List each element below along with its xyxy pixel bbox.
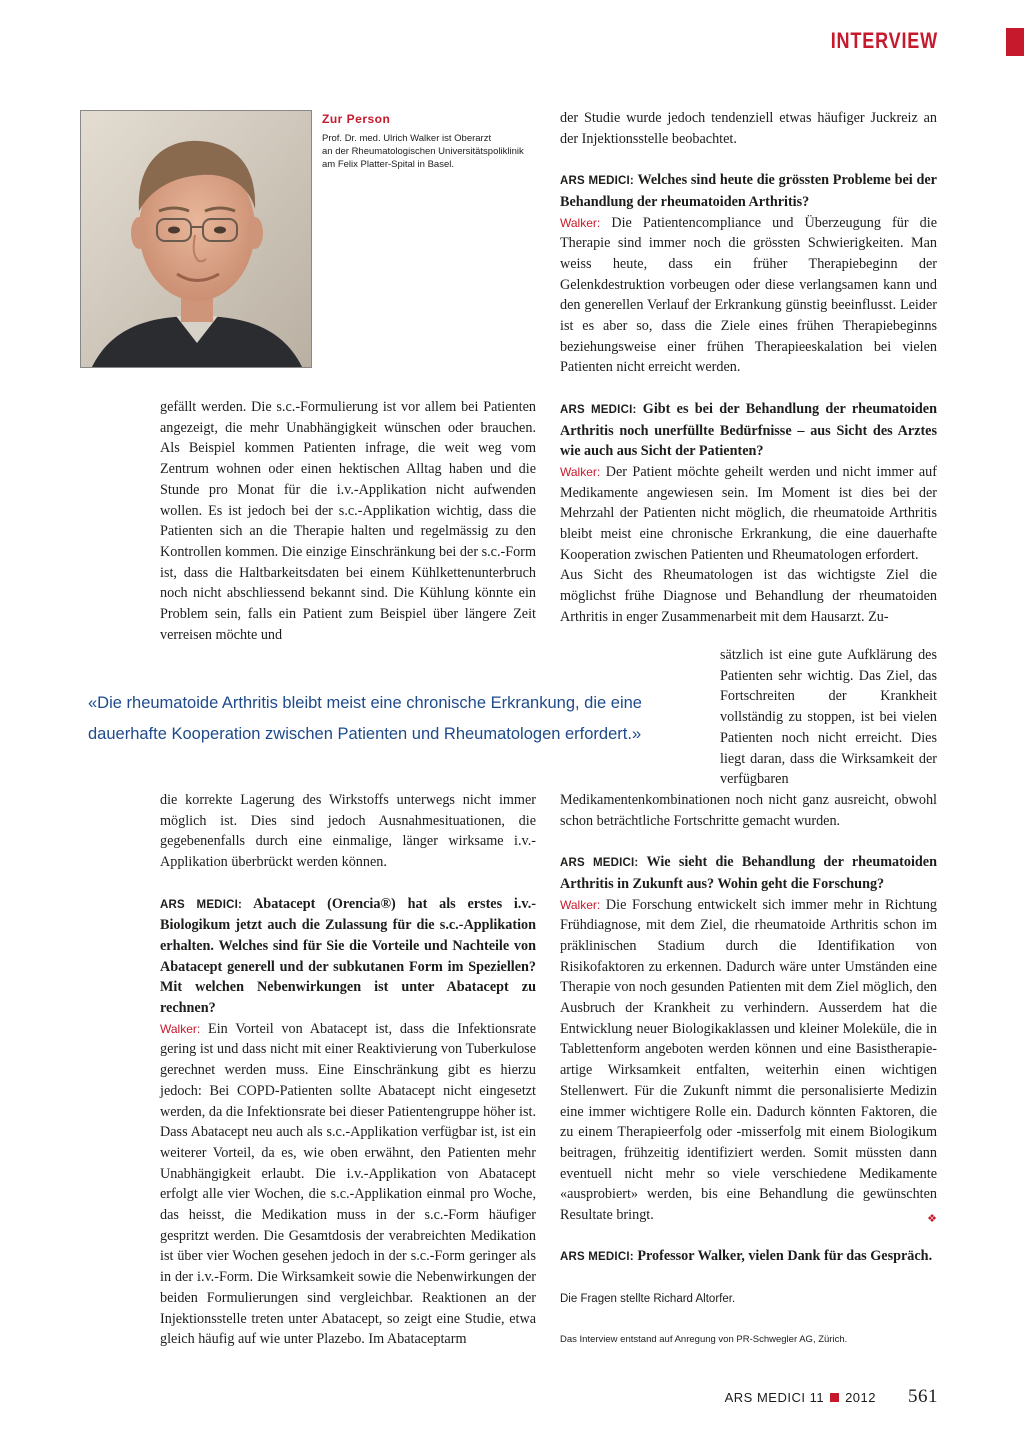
question-text: Professor Walker, vielen Dank für das Gespräch. xyxy=(637,1248,933,1265)
person-box xyxy=(322,112,542,171)
person-box-line: an der Rheumatologischen Universitätspoliklinik xyxy=(322,146,524,157)
person-box-title: Zur Person xyxy=(322,112,391,126)
question-lead: ARS MEDICI: xyxy=(560,1251,634,1264)
answer xyxy=(560,462,937,566)
question-text: Wie sieht die Behandlung der rheumatoiden Arthritis in Zukunft aus? Wohin geht die Forschung? xyxy=(560,854,937,892)
question-text: Gibt es bei der Behandlung der rheumatoiden Arthritis noch unerfüllte Bedürfnisse – aus Sicht des Arztes wie auch aus Sicht der Patienten? xyxy=(560,400,937,460)
section-marker xyxy=(1006,28,1024,56)
question-lead: ARS MEDICI: xyxy=(560,857,639,870)
journal-year: 2012 xyxy=(845,1390,876,1405)
question-lead: ARS MEDICI: xyxy=(160,898,243,911)
interviewer-credit: Die Fragen stellte Richard Altorfer. xyxy=(560,1292,736,1305)
answer-lead: Walker: xyxy=(560,215,601,230)
paragraph: die korrekte Lagerung des Wirkstoffs unterwegs nicht immer möglich ist. Dies sind jedoch Ausnahmesituationen, die gegebenenfalls durch eine einmalige, länger wirksame i.v.-Applikation überbrückt werden können. xyxy=(160,792,536,871)
journal-name: ARS MEDICI 11 xyxy=(724,1390,825,1405)
answer-lead: Walker: xyxy=(160,1021,201,1036)
question xyxy=(560,852,937,894)
question xyxy=(560,399,937,462)
question-text: Abatacept (Orencia®) hat als erstes i.v.-Biologikum jetzt auch die Zulassung für die s.c.-Applikation erhalten. Welches sind für Sie die Vorteile und Nachteile von Abatacept generell und der subkutanen Form im Speziellen? Mit welchen Nebenwirkungen ist unter Abatacept zu rechnen? xyxy=(160,895,536,1017)
answer xyxy=(160,1019,536,1350)
person-box-line: Prof. Dr. med. Ulrich Walker ist Oberarzt xyxy=(322,133,492,144)
right-column-narrow xyxy=(720,645,937,790)
sponsor-note: Das Interview entstand auf Anregung von PR-Schwegler AG, Zürich. xyxy=(560,1334,848,1346)
portrait-illustration xyxy=(81,111,312,368)
paragraph: gefällt werden. Die s.c.-Formulierung ist vor allem bei Patienten angezeigt, die mehr Unabhängigkeit wünschen oder brauchen. Als Beispiel kommen Patienten infrage, die weit weg vom Zentrum wohnen oder einen hektischen Alltag haben und die Stunde pro Monat für die i.v.-Applikation nicht aufwenden wollen. Es ist jedoch bei der s.c.-Applikation wichtig, dass die Patienten sich an die Therapie halten und regelmässig zu den Kontrollen kommen. Die einzige Einschränkung bei der s.c.-Form ist, dass die Haltbarkeitsdaten bei einem Kühlkettenunterbruch noch nicht abschliessend bekannt sind. Die Kühlung könnte ein Problem sein, falls ein Patient zum Beispiel über längere Zeit verreisen möchte und xyxy=(160,399,536,643)
question xyxy=(560,170,937,212)
footer-square-icon xyxy=(830,1393,839,1402)
answer-lead: Walker: xyxy=(560,897,601,912)
answer xyxy=(560,213,937,379)
question-text: Welches sind heute die grössten Probleme bei der Behandlung der rheumatoiden Arthritis? xyxy=(560,172,937,210)
right-column-top xyxy=(560,108,937,628)
question xyxy=(160,894,536,1019)
pull-quote-line: «Die rheumatoide Arthritis bleibt meist eine chronische Erkrankung, die eine xyxy=(88,694,642,712)
question-lead: ARS MEDICI: xyxy=(560,403,637,416)
person-box-line: am Felix Platter-Spital in Basel. xyxy=(322,159,454,170)
pull-quote xyxy=(88,688,708,750)
paragraph: sätzlich ist eine gute Aufklärung des Patienten sehr wichtig. Das Ziel, das Fortschreiten der Krankheit vollständig zu stoppen, ist bei vielen Patienten noch nicht erreicht. Dies liegt daran, dass die Wirksamkeit der verfügbaren xyxy=(720,647,937,788)
answer-text: Ein Vorteil von Abatacept ist, dass die Infektionsrate gering ist und dass nicht mit einer Reaktivierung von Tuberkulose gerechnet werden muss. Eine Einschränkung gibt es hierzu jedoch: Bei COPD-Patienten sollte Abatacept nicht eingesetzt werden, da die Infektionsrate bei dieser Patientengruppe höher ist. Dass Abatacept neu auch als s.c.-Applikation verfügbar ist, ist ein weiterer Vorteil, da es, wie oben erwähnt, den Patienten mehr Unabhängigkeit erlaubt. Die i.v.-Applikation von Abatacept erfolgt alle vier Wochen, die s.c.-Applikation einmal pro Woche, das heisst, die Medikation muss in der s.c.-Form häufiger gespritzt werden. Die Gesamtdosis der verabreichten Medikation ist über vier Wochen gesehen jedoch in der s.c.-Form geringer als in der i.v.-Form. Die Wirksamkeit sowie die Nebenwirkungen der beiden Formulierungen sind vergleichbar. Reaktionen an der Injektionsstelle treten unter Abatacept, so zeigt eine Studie, etwa gleich häufig auf wie unter Plazebo. Im Abataceptarm xyxy=(160,1020,537,1348)
right-column-bottom xyxy=(560,790,937,1351)
answer xyxy=(560,895,937,1226)
closing-question xyxy=(560,1246,937,1268)
answer-text: Die Patientencompliance und Überzeugung für die Therapie sind immer noch die grössten Schwierigkeiten. Man weiss heute, dass ein früher Therapiebeginn der Gelenkdestruktion vorbeugen oder diese verlangsamen kann und den generellen Verlauf der Erkrankung günstig beeinflusst. Leider ist es aber so, dass die Ziele eines frühen Therapiebeginns beziehungsweise einer frühen Therapieeskalation bei vielen Patienten nicht erreicht werden. xyxy=(560,214,938,376)
pull-quote-line: dauerhafte Kooperation zwischen Patienten und Rheumatologen erfordert.» xyxy=(88,725,642,743)
left-column-top xyxy=(160,397,536,645)
page-footer xyxy=(725,1386,938,1408)
question-lead: ARS MEDICI: xyxy=(560,175,634,188)
paragraph: der Studie wurde jedoch tendenziell etwas häufiger Juckreiz an der Injektionsstelle beobachtet. xyxy=(560,110,937,147)
end-mark-icon: ❖ xyxy=(927,1213,937,1226)
left-column-bottom xyxy=(160,790,536,1350)
section-label: INTERVIEW xyxy=(830,28,938,53)
answer-text: Die Forschung entwickelt sich immer mehr in Richtung Frühdiagnose, mit dem Ziel, die rheumatoide Arthritis schon im präklinischen Stadium durch die Identifikation von Risikofaktoren zu erkennen. Dadurch wäre unter Umständen eine Therapie von noch gesunden Patienten mit dem Ziel möglich, den Ausbruch der Krankheit zu verhindern. Ausserdem hat die Entwicklung neuer Biologikaklassen und kleiner Moleküle, die in Tablettenform angeboten werden können und eine Basistherapie-artige Wirksamkeit entfalten, weiterhin einen wichtigen Stellenwert. Für die Zukunft nimmt die personalisierte Medizin eine immer wichtigere Rolle ein. Dadurch könnten Faktoren, die zu einem Therapieerfolg oder -misserfolg mit einem Biologikum beitragen, frühzeitig identifiziert werden. Somit müssten dann eventuell nicht mehr so viele verschiedene Medikamente «ausprobiert» werden, bis eine Behandlung die gewünschten Resultate bringt. xyxy=(560,896,938,1224)
paragraph: Medikamentenkombinationen noch nicht ganz ausreicht, obwohl schon beträchtliche Fortschritte gemacht wurden. xyxy=(560,792,937,829)
answer-text: Der Patient möchte geheilt werden und nicht immer auf Medikamente angewiesen sein. Im Moment ist dies bei der Mehrzahl der Patienten nicht möglich, die rheumatoide Arthritis bleibt meist eine chronische Erkrankung, die eine dauerhafte Kooperation zwischen Patienten und Rheumatologen erfordert. xyxy=(560,463,937,563)
portrait-photo xyxy=(80,110,312,368)
answer-lead: Walker: xyxy=(560,464,601,479)
paragraph: Aus Sicht des Rheumatologen ist das wichtigste Ziel die möglichst frühe Diagnose und Behandlung der rheumatoiden Arthritis in enger Zusammenarbeit mit dem Hausarzt. Zu- xyxy=(560,567,937,625)
page-number: 561 xyxy=(908,1386,938,1407)
